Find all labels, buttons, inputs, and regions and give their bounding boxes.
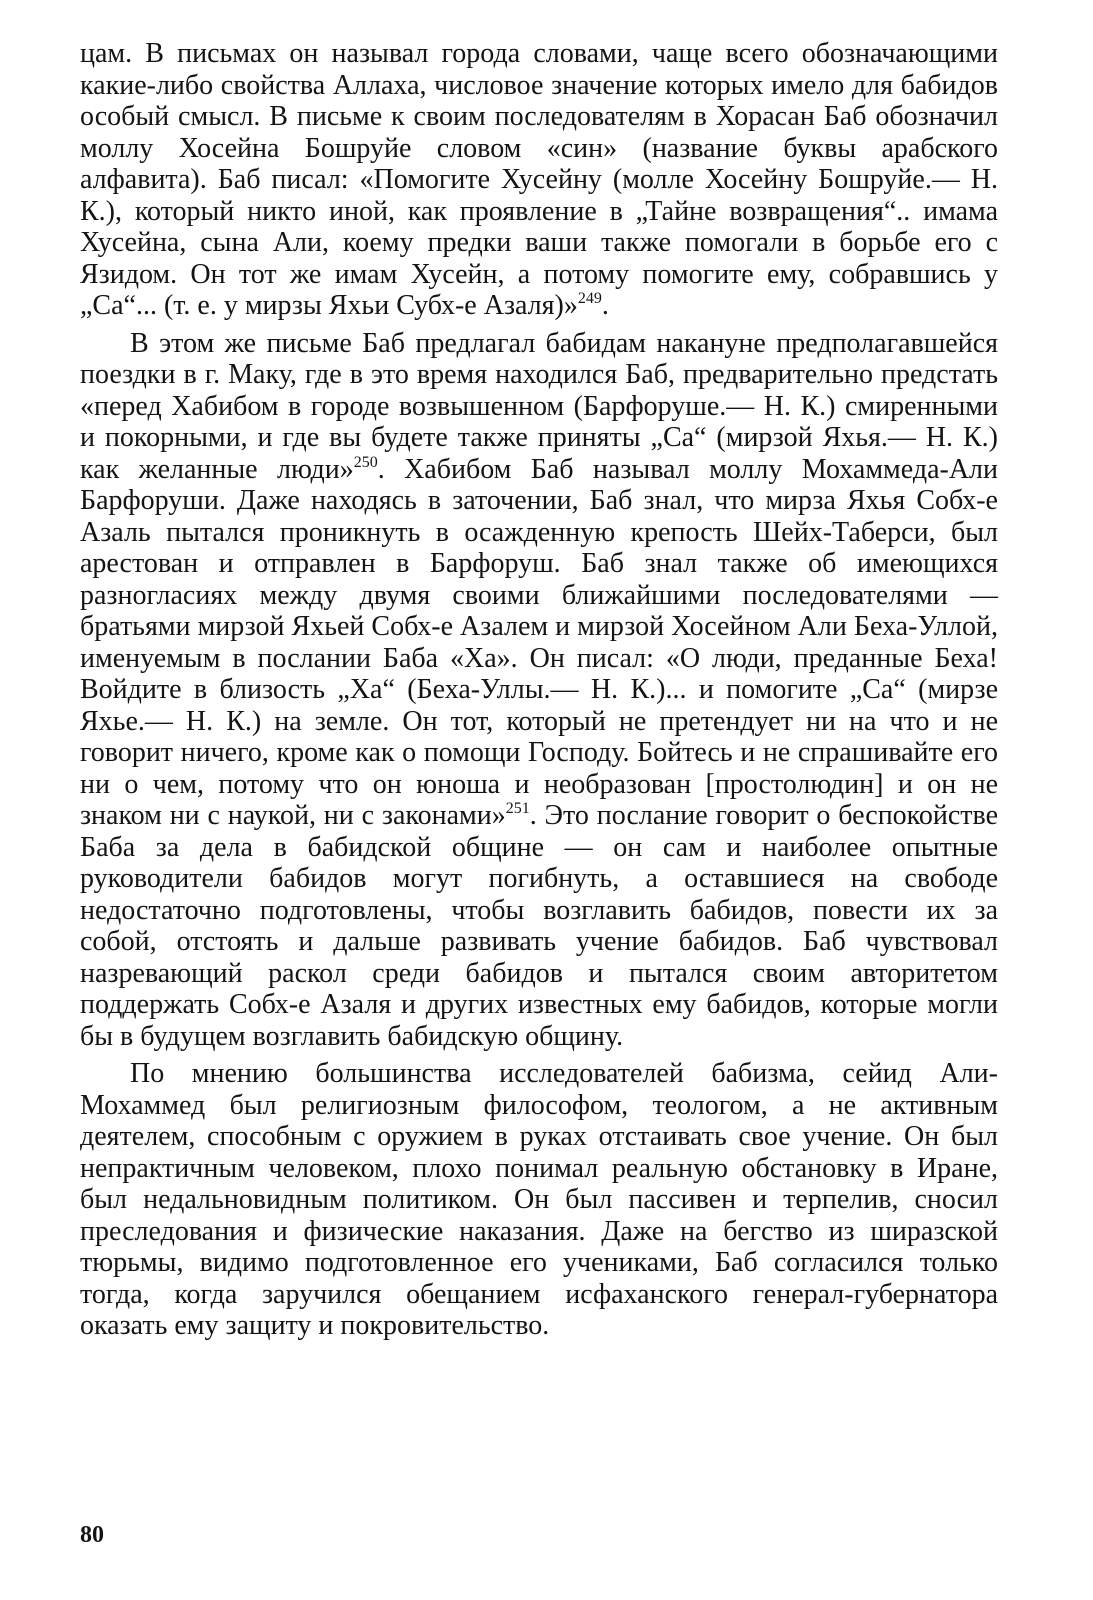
page-body (80, 38, 998, 1342)
page-number: 80 (80, 1522, 104, 1548)
footnote-ref-249[interactable]: 249 (577, 290, 602, 307)
paragraph-1-text: цам. В письмах он называл города словами, чаще всего обозначающими какие-либо свойства Аллаха, числовое значение которых имело для бабидов особый смысл. В письме к своим последователям в Хорасан Баб обозначил моллу Хосейна Бошруйе словом «син» (название буквы арабского алфавита). Баб писал: «Помогите Хусейну (молле Хосейну Бошруйе.— Н. К.), который никто иной, как проявление в „Тайне возвращения“.. имама Хусейна, сына Али, коему предки ваши также помогали в борьбе его с Язидом. Он тот же имам Хусейн, а потому помогите ему, собравшись у „Са“... (т. е. у мирзы Яхьи Субх-е Азаля)» (80, 38, 998, 321)
footnote-ref-250[interactable]: 250 (353, 453, 378, 471)
paragraph-2-tail: . Хабибом Баб называл моллу Мохаммеда-Али Барфоруши. Даже находясь в заточении, Баб знал, что мирза Яхья Собх-е Азаль пытался проникнуть в осажденную крепость Шейх-Таберси, был арестован и отправлен в Барфоруш. Баб знал также об имеющихся разногласиях между двумя своими ближайшими последователями — братьями мирзой Яхьей Собх-е Азалем и мирзой Хосейном Али Беха-Уллой, именуемым в послании Баба «Ха». Он писал: «О люди, преданные Беха! Войдите в близость „Ха“ (Беха-Уллы.— Н. К.)... и помогите „Са“ (мирзе Яхье.— Н. К.) на земле. Он тот, который не претендует ни на что и не говорит ничего, кроме как о помощи Господу. Бойтесь и не спрашивайте его ни о чем, потому что он юноша и необразован [простолюдин] и он не знаком ни с наукой, ни с законами» (80, 453, 998, 831)
paragraph-2 (80, 328, 998, 1053)
paragraph-1 (80, 38, 998, 322)
paragraph-1-tail: . (601, 290, 609, 321)
footnote-ref-251[interactable]: 251 (505, 800, 530, 817)
paragraph-3 (80, 1058, 998, 1342)
paragraph-2-text: В этом же письме Баб предлагал бабидам накануне предполагавшейся поездки в г. Маку, где в это время находился Баб, предварительно предстать «перед Хабибом в городе возвышенном (Барфоруше.— Н. К.) смиренными и покорными, и где вы будете также приняты „Са“ (мирзой Яхья.— Н. К.) как желанные люди» (80, 327, 998, 485)
paragraph-3-text: По мнению большинства исследователей бабизма, сейид Али-Мохаммед был религиозным философом, теологом, а не активным деятелем, способным с оружием в руках отстаивать свое учение. Он был непрактичным человеком, плохо понимал реальную обстановку в Иране, был недальновидным политиком. Он был пассивен и терпелив, сносил преследования и физические наказания. Даже на бегство из ширазской тюрьмы, видимо подготовленное его учениками, Баб согласился только тогда, когда заручился обещанием исфаханского генерал-губернатора оказать ему защиту и покровительство. (80, 1058, 998, 1341)
paragraph-2-tail-2: . Это послание говорит о беспокойстве Баба за дела в бабидской общине — он сам и наиболее опытные руководители бабидов могут погибнуть, а оставшиеся на свободе недостаточно подготовлены, чтобы возглавить бабидов, повести их за собой, отстоять и дальше развивать учение бабидов. Баб чувствовал назревающий раскол среди бабидов и пытался своим авторитетом поддержать Собх-е Азаля и других известных ему бабидов, которые могли бы в будущем возглавить бабидскую общину. (80, 800, 998, 1052)
